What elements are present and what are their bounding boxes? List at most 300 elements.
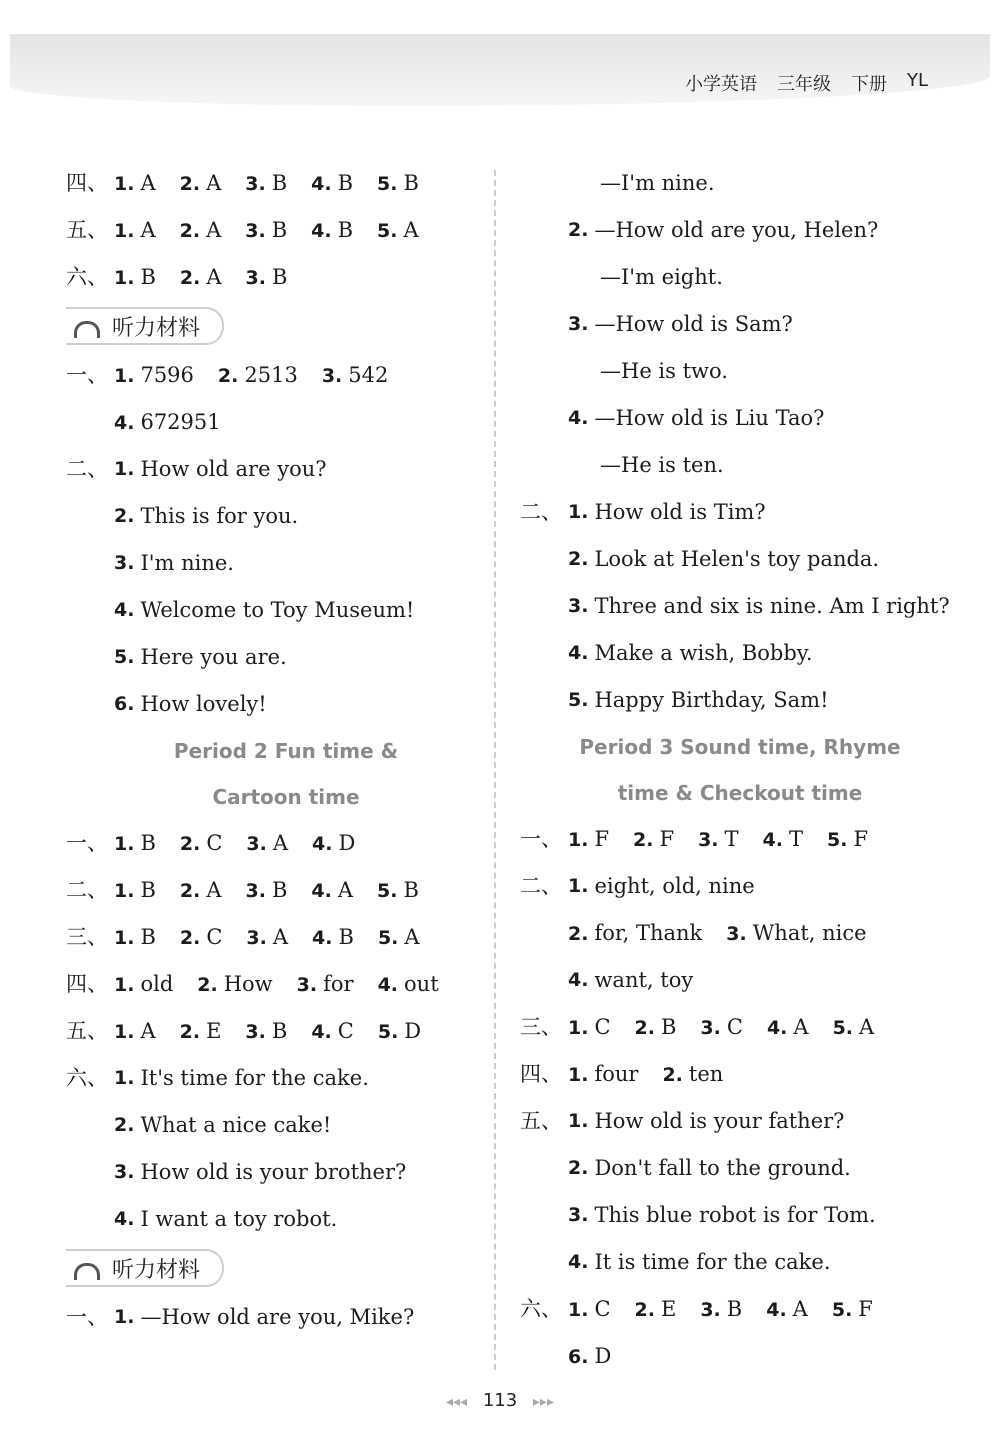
- item-number: 1.: [114, 172, 135, 195]
- item-number: 5.: [377, 1020, 399, 1043]
- item-number: 4.: [114, 1208, 135, 1230]
- answer-line: [66, 1196, 506, 1243]
- item-number: 5.: [377, 219, 398, 242]
- page-number: 113: [482, 1390, 518, 1411]
- listening-material-label: 听力材料: [112, 315, 201, 341]
- item-number: 3.: [245, 172, 266, 195]
- item-answer: C: [206, 924, 223, 949]
- answer-line: [520, 348, 960, 395]
- answer-line: [66, 399, 506, 446]
- item-answer: A: [140, 1018, 156, 1043]
- item-number: 4.: [311, 879, 332, 902]
- answer-line: [520, 489, 960, 536]
- section-marker: 二、: [520, 500, 562, 524]
- item-number: 3.: [568, 313, 589, 335]
- answer-text: want, toy: [594, 968, 694, 992]
- item-answer: B: [271, 170, 288, 195]
- item-answer: A: [272, 830, 289, 855]
- answer-item: [180, 867, 222, 915]
- item-number: 3.: [321, 364, 343, 387]
- item-number: 1.: [114, 219, 135, 242]
- item-answer: T: [724, 826, 739, 851]
- item-number: 2.: [568, 548, 589, 570]
- answer-item: [246, 820, 288, 868]
- item-answer: B: [140, 877, 156, 902]
- answer-line: [520, 863, 960, 910]
- item-number: 1.: [114, 266, 135, 289]
- item-number: 1.: [568, 501, 589, 523]
- right-column: [520, 160, 960, 1380]
- item-number: 5.: [377, 926, 399, 949]
- answer-item: [726, 910, 866, 958]
- item-number: 1.: [114, 364, 135, 387]
- section-marker: 五、: [520, 1109, 562, 1133]
- answer-item: [568, 1333, 611, 1381]
- item-number: 2.: [568, 922, 589, 945]
- item-answer: 542: [348, 362, 389, 387]
- answer-text: —I'm nine.: [600, 171, 715, 195]
- answer-line: [66, 1008, 506, 1055]
- answer-item: [568, 1286, 611, 1334]
- item-answer: B: [140, 924, 156, 949]
- item-number: 1.: [114, 1306, 135, 1328]
- item-answer: B: [403, 877, 419, 902]
- item-number: 4.: [377, 973, 399, 996]
- answer-line: [520, 1004, 960, 1051]
- item-number: 4.: [762, 828, 783, 851]
- item-number: 2.: [568, 1157, 589, 1179]
- answer-line: [520, 816, 960, 863]
- item-number: 5.: [377, 172, 398, 195]
- item-answer: B: [140, 830, 156, 855]
- answer-item: [378, 961, 439, 1009]
- item-number: 1.: [568, 875, 589, 897]
- answer-item: [245, 1008, 287, 1056]
- item-answer: four: [594, 1061, 639, 1086]
- answer-line: [520, 583, 960, 630]
- answer-line: [66, 493, 506, 540]
- item-answer: B: [403, 170, 419, 195]
- answer-item: [832, 1286, 873, 1334]
- item-number: 5.: [377, 879, 398, 902]
- item-answer: B: [140, 264, 156, 289]
- section-marker: 六、: [66, 1066, 108, 1090]
- item-answer: C: [726, 1014, 743, 1039]
- item-number: 3.: [114, 1161, 135, 1183]
- item-number: 5.: [831, 1298, 853, 1321]
- answer-text: It is time for the cake.: [594, 1250, 831, 1274]
- answer-item: [114, 207, 156, 255]
- item-number: 3.: [700, 1298, 721, 1321]
- answer-line: [520, 1051, 960, 1098]
- answer-line: [520, 1333, 960, 1380]
- item-number: 4.: [568, 1251, 589, 1273]
- item-number: 4.: [766, 1298, 787, 1321]
- answer-item: [297, 961, 354, 1009]
- answer-item: [114, 160, 156, 208]
- item-number: 2.: [179, 879, 201, 902]
- answer-item: [827, 816, 868, 864]
- section-marker: 六、: [520, 1297, 562, 1321]
- answer-text: Welcome to Toy Museum!: [140, 598, 415, 622]
- item-number: 2.: [179, 926, 201, 949]
- answer-item: [568, 910, 702, 958]
- answer-text: Happy Birthday, Sam!: [594, 688, 829, 712]
- period-heading: Period 2 Fun time &: [173, 739, 399, 763]
- answer-text: I want a toy robot.: [140, 1207, 338, 1231]
- left-column: [66, 160, 506, 1341]
- item-number: 3.: [726, 922, 747, 945]
- item-number: 1.: [114, 1020, 135, 1043]
- answer-line: [520, 1239, 960, 1286]
- answer-item: [568, 1051, 638, 1099]
- item-number: 3.: [296, 973, 318, 996]
- item-number: 1.: [114, 879, 135, 902]
- answer-line: [520, 442, 960, 489]
- answer-text: I'm nine.: [140, 551, 234, 575]
- answer-line: [520, 301, 960, 348]
- footer-left-arrows: ◂◂◂: [445, 1394, 468, 1410]
- answer-item: [114, 352, 194, 400]
- answer-text: —How old is Liu Tao?: [594, 406, 825, 430]
- item-number: 2.: [179, 832, 201, 855]
- answer-text: —How old are you, Mike?: [140, 1305, 415, 1329]
- item-number: 5.: [832, 1016, 854, 1039]
- item-answer: E: [660, 1296, 677, 1321]
- answer-item: [114, 914, 156, 962]
- answer-item: [698, 816, 738, 864]
- item-answer: for: [323, 971, 354, 996]
- item-answer: F: [594, 826, 610, 851]
- answer-line: [66, 867, 506, 914]
- answer-item: [700, 1004, 743, 1052]
- answer-line: [520, 1286, 960, 1333]
- item-answer: A: [404, 924, 420, 949]
- answer-text: How old is Tim?: [594, 500, 766, 524]
- section-marker: 一、: [66, 831, 108, 855]
- item-answer: B: [271, 877, 288, 902]
- answer-line: [520, 1145, 960, 1192]
- answer-text: —I'm eight.: [600, 265, 723, 289]
- item-answer: A: [206, 877, 222, 902]
- answer-line: [66, 1055, 506, 1102]
- header-subject: 小学英语: [684, 74, 757, 95]
- item-number: 1.: [114, 832, 135, 855]
- item-answer: ten: [688, 1061, 724, 1086]
- item-answer: A: [206, 170, 222, 195]
- item-answer: C: [206, 830, 223, 855]
- item-answer: old: [140, 971, 174, 996]
- answer-line: [520, 630, 960, 677]
- period-heading: Period 3 Sound time, Rhyme: [579, 735, 901, 759]
- item-number: 4.: [568, 642, 589, 664]
- item-answer: A: [206, 264, 222, 289]
- answer-line: [66, 914, 506, 961]
- answer-text: —He is ten.: [600, 453, 724, 477]
- answer-line: [520, 1098, 960, 1145]
- item-number: 4.: [114, 411, 135, 434]
- answer-text: —He is two.: [600, 359, 728, 383]
- item-number: 2.: [179, 219, 201, 242]
- answer-item: [312, 914, 354, 962]
- answer-item: [197, 961, 272, 1009]
- item-number: 1.: [568, 1110, 589, 1132]
- answer-item: [635, 1004, 677, 1052]
- section-marker: 二、: [520, 874, 562, 898]
- item-number: 2.: [568, 219, 589, 241]
- item-answer: A: [272, 924, 289, 949]
- item-number: 2.: [197, 973, 218, 996]
- item-number: 5.: [568, 689, 589, 711]
- answer-line: [66, 961, 506, 1008]
- answer-text: How lovely!: [140, 692, 267, 716]
- answer-line: [520, 957, 960, 1004]
- section-marker: 二、: [66, 457, 108, 481]
- answer-item: [180, 160, 222, 208]
- item-answer: D: [338, 830, 356, 855]
- item-number: 4.: [766, 1016, 788, 1039]
- item-answer: B: [660, 1014, 677, 1039]
- item-number: 6.: [114, 693, 135, 715]
- listening-material-heading: [66, 1243, 506, 1294]
- answer-line: [66, 540, 506, 587]
- headphone-icon: [74, 1263, 100, 1280]
- section-marker: 五、: [66, 218, 108, 242]
- answer-text: Here you are.: [140, 645, 287, 669]
- answer-item: [311, 207, 353, 255]
- answer-text: What a nice cake!: [140, 1113, 332, 1137]
- answer-item: [763, 816, 803, 864]
- answer-item: [633, 816, 674, 864]
- item-answer: D: [404, 1018, 422, 1043]
- section-marker: 一、: [520, 827, 562, 851]
- item-answer: B: [337, 217, 354, 242]
- answer-item: [114, 399, 221, 447]
- listening-material-label: 听力材料: [112, 1257, 201, 1283]
- answer-item: [312, 820, 355, 868]
- item-number: 6.: [568, 1345, 589, 1368]
- item-number: 3.: [245, 266, 266, 289]
- answer-text: How old is your brother?: [140, 1160, 407, 1184]
- answer-line: [520, 677, 960, 724]
- answer-text: Don't fall to the ground.: [594, 1156, 851, 1180]
- answer-item: [114, 961, 173, 1009]
- answer-item: [311, 1008, 354, 1056]
- header-volume: 下册: [850, 74, 887, 95]
- item-number: 3.: [245, 879, 266, 902]
- answer-text: eight, old, nine: [594, 874, 755, 898]
- item-number: 3.: [245, 219, 266, 242]
- item-number: 3.: [114, 552, 135, 574]
- answer-text: How old is your father?: [594, 1109, 845, 1133]
- answer-text: Look at Helen's toy panda.: [594, 547, 880, 571]
- answer-text: Three and six is nine. Am I right?: [594, 594, 950, 618]
- item-number: 2.: [114, 1114, 135, 1136]
- footer-right-arrows: ▸▸▸: [532, 1394, 554, 1410]
- answer-item: [311, 160, 353, 208]
- answer-line: [66, 207, 506, 254]
- item-number: 3.: [700, 1016, 721, 1039]
- answer-item: [378, 914, 420, 962]
- answer-item: [218, 352, 298, 400]
- item-answer: B: [726, 1296, 743, 1321]
- answer-line: [520, 254, 960, 301]
- answer-line: [66, 1149, 506, 1196]
- item-answer: A: [206, 217, 222, 242]
- answer-text: —How old are you, Helen?: [594, 218, 879, 242]
- item-answer: B: [271, 217, 288, 242]
- section-marker: 一、: [66, 363, 108, 387]
- answer-item: [246, 254, 288, 302]
- answer-text: It's time for the cake.: [140, 1066, 369, 1090]
- section-marker: 四、: [66, 171, 108, 195]
- listening-material-box: [66, 1249, 224, 1287]
- item-number: 4.: [312, 832, 333, 855]
- header-edition: YL: [906, 70, 928, 91]
- answer-item: [767, 1004, 809, 1052]
- item-number: 3.: [246, 926, 267, 949]
- listening-material-box: [66, 307, 224, 345]
- answer-item: [377, 867, 419, 915]
- item-number: 2.: [634, 1016, 655, 1039]
- item-answer: B: [338, 924, 354, 949]
- item-number: 2.: [662, 1063, 683, 1086]
- item-number: 2.: [633, 828, 654, 851]
- answer-item: [180, 1008, 222, 1056]
- item-answer: 7596: [140, 362, 194, 387]
- answer-line: [520, 910, 960, 957]
- item-number: 4.: [568, 969, 589, 991]
- item-number: 1.: [114, 926, 135, 949]
- section-marker: 五、: [66, 1019, 108, 1043]
- item-answer: A: [859, 1014, 875, 1039]
- item-answer: A: [140, 217, 156, 242]
- answer-item: [180, 914, 223, 962]
- answer-item: [180, 207, 222, 255]
- answer-text: Make a wish, Bobby.: [594, 641, 813, 665]
- answer-line: [520, 207, 960, 254]
- answer-text: This is for you.: [140, 504, 299, 528]
- answer-item: [245, 207, 287, 255]
- item-answer: A: [337, 877, 354, 902]
- item-number: 4.: [311, 1020, 332, 1043]
- item-answer: 2513: [244, 362, 298, 387]
- answer-item: [114, 820, 156, 868]
- item-number: 1.: [114, 1067, 135, 1089]
- answer-line: [66, 160, 506, 207]
- item-answer: 672951: [140, 409, 221, 434]
- answer-item: [700, 1286, 742, 1334]
- item-number: 2.: [179, 266, 201, 289]
- section-marker: 四、: [520, 1062, 562, 1086]
- header-grade: 三年级: [776, 74, 831, 95]
- item-number: 1.: [568, 1063, 589, 1086]
- item-number: 1.: [114, 458, 135, 480]
- answer-line: [66, 352, 506, 399]
- answer-item: [568, 1004, 611, 1052]
- item-number: 3.: [568, 1204, 589, 1226]
- item-answer: D: [594, 1343, 612, 1368]
- item-number: 4.: [568, 407, 589, 429]
- item-answer: T: [788, 826, 803, 851]
- section-marker: 三、: [66, 925, 108, 949]
- answer-item: [180, 254, 222, 302]
- item-answer: A: [793, 1014, 809, 1039]
- item-number: 2.: [217, 364, 239, 387]
- item-answer: A: [403, 217, 419, 242]
- answer-text: How old are you?: [140, 457, 327, 481]
- answer-item: [377, 160, 419, 208]
- item-number: 1.: [568, 1298, 589, 1321]
- answer-line: [66, 681, 506, 728]
- period-heading: time & Checkout time: [617, 781, 863, 805]
- answer-line: [520, 1192, 960, 1239]
- item-number: 1.: [114, 973, 135, 996]
- item-number: 5.: [114, 646, 135, 668]
- item-answer: C: [594, 1014, 611, 1039]
- item-number: 3.: [568, 595, 589, 617]
- item-number: 5.: [827, 828, 848, 851]
- answer-item: [377, 207, 419, 255]
- item-number: 2.: [179, 1020, 201, 1043]
- answer-item: [114, 1008, 156, 1056]
- answer-item: [246, 867, 288, 915]
- answer-item: [568, 816, 609, 864]
- answer-item: [246, 914, 288, 962]
- item-number: 2.: [114, 505, 135, 527]
- answer-item: [322, 352, 389, 400]
- item-number: 1.: [568, 828, 589, 851]
- item-number: 4.: [312, 926, 333, 949]
- section-marker: 一、: [66, 1305, 108, 1329]
- headphone-icon: [74, 321, 100, 338]
- answer-line: [66, 587, 506, 634]
- answer-item: [114, 867, 156, 915]
- item-answer: A: [792, 1296, 808, 1321]
- item-answer: F: [858, 1296, 873, 1321]
- item-answer: How: [223, 971, 273, 996]
- answer-item: [378, 1008, 421, 1056]
- header-info: [685, 70, 928, 96]
- item-answer: B: [337, 170, 354, 195]
- answer-line: [66, 254, 506, 301]
- section-marker: 六、: [66, 265, 108, 289]
- item-answer: B: [271, 264, 288, 289]
- answer-line: [66, 446, 506, 493]
- answer-item: [114, 254, 156, 302]
- item-answer: F: [853, 826, 869, 851]
- item-answer: What, nice: [752, 920, 867, 945]
- item-number: 1.: [568, 1016, 589, 1039]
- answer-line: [520, 395, 960, 442]
- item-number: 3.: [245, 1020, 266, 1043]
- column-divider: [494, 170, 496, 1370]
- item-number: 4.: [311, 172, 332, 195]
- item-answer: C: [594, 1296, 611, 1321]
- answer-item: [662, 1051, 723, 1099]
- item-answer: C: [337, 1018, 354, 1043]
- item-answer: F: [659, 826, 675, 851]
- item-number: 4.: [114, 599, 135, 621]
- answer-line: [66, 634, 506, 681]
- answer-text: This blue robot is for Tom.: [594, 1203, 876, 1227]
- item-answer: out: [404, 971, 439, 996]
- answer-item: [635, 1286, 677, 1334]
- item-answer: E: [206, 1018, 222, 1043]
- item-answer: for, Thank: [594, 920, 703, 945]
- section-marker: 二、: [66, 878, 108, 902]
- item-number: 4.: [311, 219, 332, 242]
